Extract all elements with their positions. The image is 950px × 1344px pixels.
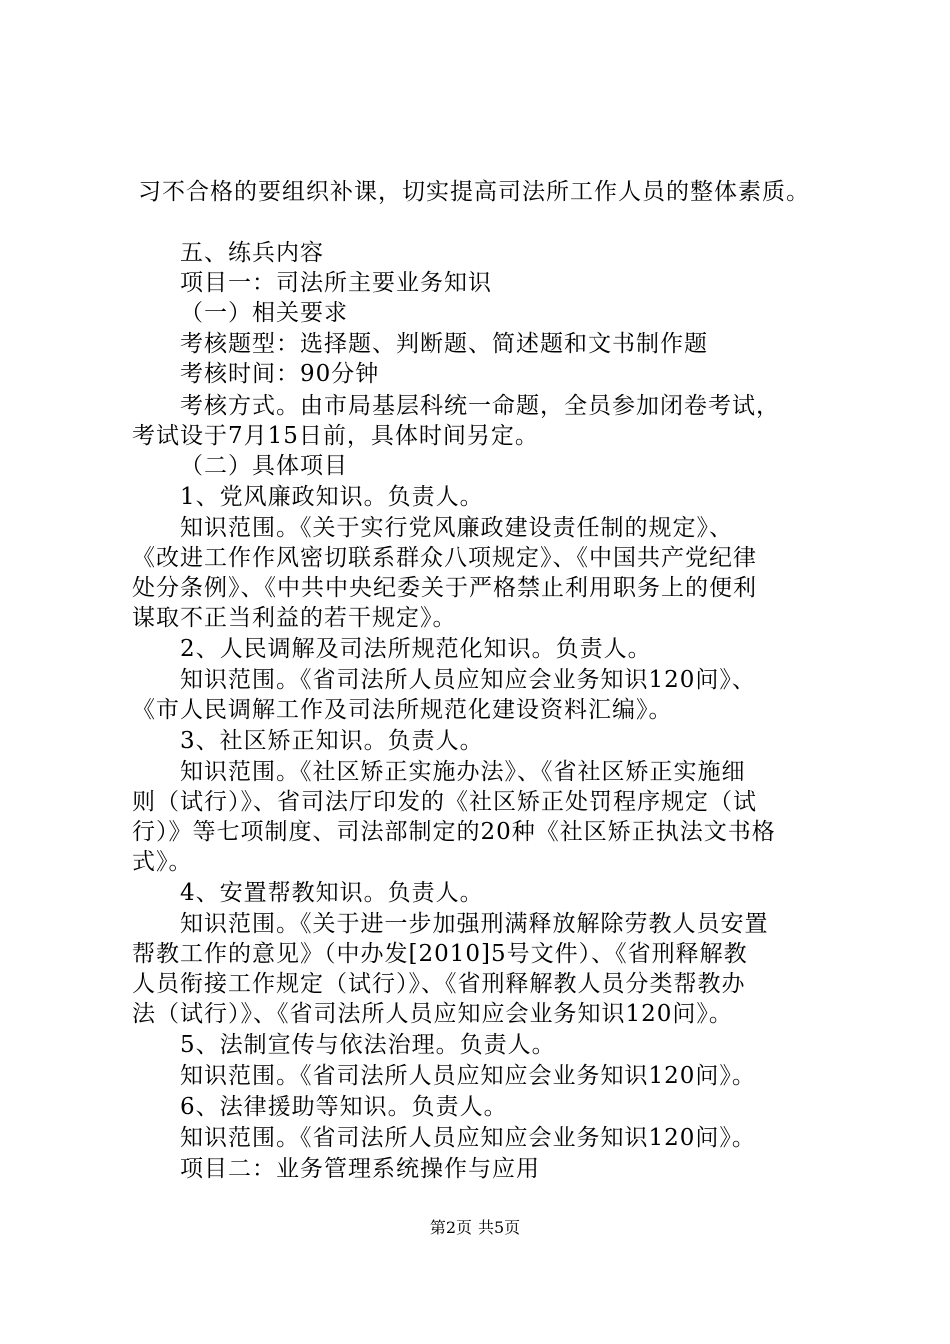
- body-line: 处分条例》、《中共中央纪委关于严格禁止利用职务上的便利: [132, 575, 757, 601]
- section-heading: 五、练兵内容: [180, 240, 324, 266]
- body-line: 考试设于7月15日前，具体时间另定。: [132, 423, 539, 449]
- item-heading: 3、社区矫正知识。负责人。: [180, 728, 484, 754]
- body-line: 《市人民调解工作及司法所规范化建设资料汇编》。: [132, 697, 673, 723]
- body-line: 知识范围。《省司法所人员应知应会业务知识120问》。: [180, 1063, 756, 1089]
- body-line: 则（试行）》、省司法厅印发的《社区矫正处罚程序规定（试: [132, 789, 757, 815]
- project-heading: 项目一：司法所主要业务知识: [180, 270, 492, 296]
- body-line: 式》。: [132, 849, 193, 875]
- body-line: 知识范围。《关于进一步加强刑满释放解除劳教人员安置: [180, 911, 769, 937]
- body-line: 法（试行）》、《省司法所人员应知应会业务知识120问》。: [132, 1001, 733, 1027]
- body-line: 《改进工作作风密切联系群众八项规定》、《中国共产党纪律: [132, 545, 757, 571]
- body-line: 帮教工作的意见》（中办发[2010]5号文件）、《省刑释解教: [132, 941, 748, 967]
- body-line: 知识范围。《省司法所人员应知应会业务知识120问》。: [180, 1125, 756, 1151]
- page-number: 第2页: [429, 1218, 472, 1237]
- body-line: 考核时间：90分钟: [180, 361, 380, 387]
- page-total: 共5页: [478, 1218, 521, 1237]
- body-line: 考核题型：选择题、判断题、简述题和文书制作题: [180, 331, 708, 357]
- subsection-heading: （二）具体项目: [180, 453, 348, 479]
- item-heading: 1、党风廉政知识。负责人。: [180, 484, 484, 510]
- body-line: 谋取不正当利益的若干规定》。: [132, 605, 457, 631]
- body-line: 知识范围。《关于实行党风廉政建设责任制的规定》、: [180, 515, 733, 541]
- body-line: 知识范围。《社区矫正实施办法》、《省社区矫正实施细: [180, 759, 746, 785]
- item-heading: 4、安置帮教知识。负责人。: [180, 880, 484, 906]
- item-heading: 2、人民调解及司法所规范化知识。负责人。: [180, 636, 652, 662]
- page-footer: [0, 1218, 950, 1238]
- item-heading: 6、法律援助等知识。负责人。: [180, 1094, 508, 1120]
- item-heading: 5、法制宣传与依法治理。负责人。: [180, 1032, 556, 1058]
- subsection-heading: （一）相关要求: [180, 300, 348, 326]
- body-line: 行）》等七项制度、司法部制定的20种《社区矫正执法文书格: [132, 819, 776, 845]
- body-line: 习不合格的要组织补课，切实提高司法所工作人员的整体素质。: [138, 179, 810, 205]
- body-line: 考核方式。由市局基层科统一命题，全员参加闭卷考试，: [180, 393, 780, 419]
- body-line: 知识范围。《省司法所人员应知应会业务知识120问》、: [180, 667, 756, 693]
- project-heading: 项目二：业务管理系统操作与应用: [180, 1156, 540, 1182]
- body-line: 人员衔接工作规定（试行）》、《省刑释解教人员分类帮教办: [132, 971, 746, 997]
